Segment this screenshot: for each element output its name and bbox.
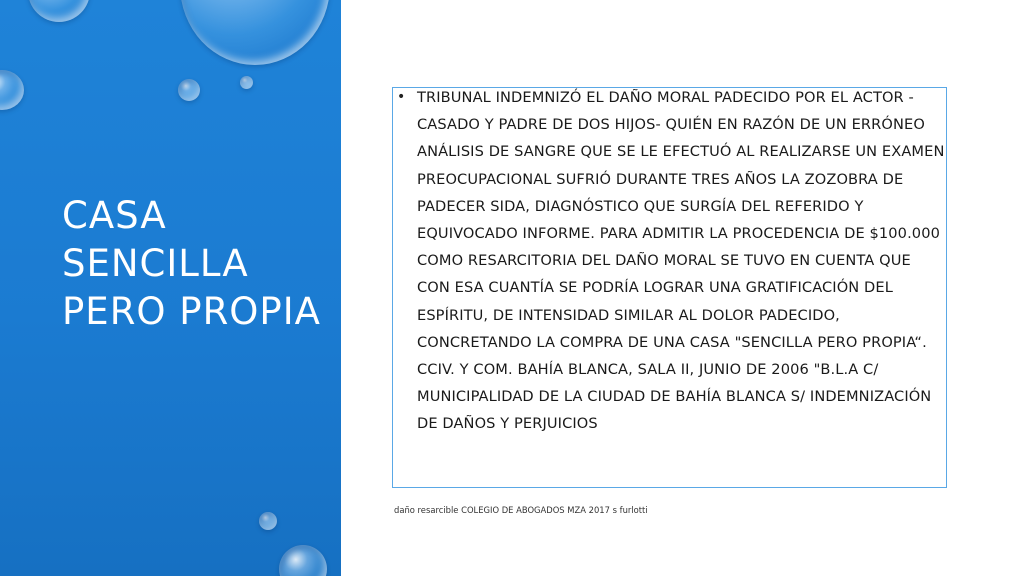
water-bubble-top: [28, 0, 90, 22]
water-bubble-small: [178, 79, 200, 101]
water-bubble-large: [180, 0, 330, 65]
bullet-text: TRIBUNAL INDEMNIZÓ EL DAÑO MORAL PADECIDO POR EL ACTOR -CASADO Y PADRE DE DOS HIJOS- QUIÉN EN RAZÓN DE UN ERRÓNEO ANÁLISIS DE SANGRE QUE SE LE EFECTUÓ AL REALIZARSE UN EXAMEN PREOCUPACIONAL SUFRIÓ DURANTE TRES AÑOS LA ZOZOBRA DE PADECER SIDA, DIAGNÓSTICO QUE SURGÍA DEL REFERIDO Y EQUIVOCADO INFORME. PARA ADMITIR LA PROCEDENCIA DE $100.000 COMO RESARCITORIA DEL DAÑO MORAL SE TUVO EN CUENTA QUE CON ESA CUANTÍA SE PODRÍA LOGRAR UNA GRATIFICACIÓN DEL ESPÍRITU, DE INTENSIDAD SIMILAR AL DOLOR PADECIDO, CONCRETANDO LA COMPRA DE UNA CASA "SENCILLA PERO PROPIA“. CCIV. Y COM. BAHÍA BLANCA, SALA II, JUNIO DE 2006 "B.L.A C/ MUNICIPALIDAD DE LA CIUDAD DE BAHÍA BLANCA S/ INDEMNIZACIÓN DE DAÑOS Y PERJUICIOS: [417, 89, 945, 433]
bullet-icon: •: [397, 89, 406, 105]
slide-footer: daño resarcible COLEGIO DE ABOGADOS MZA 2017 s furlotti: [394, 505, 648, 515]
slide-title: CASA SENCILLA PERO PROPIA: [62, 194, 321, 333]
water-bubble-tiny: [240, 76, 253, 89]
left-panel: [0, 0, 341, 576]
water-bubble-left: [0, 70, 24, 110]
water-bubble-bottom-small: [259, 512, 277, 530]
water-bubble-bottom: [279, 545, 327, 576]
bullet-item: [397, 84, 945, 438]
